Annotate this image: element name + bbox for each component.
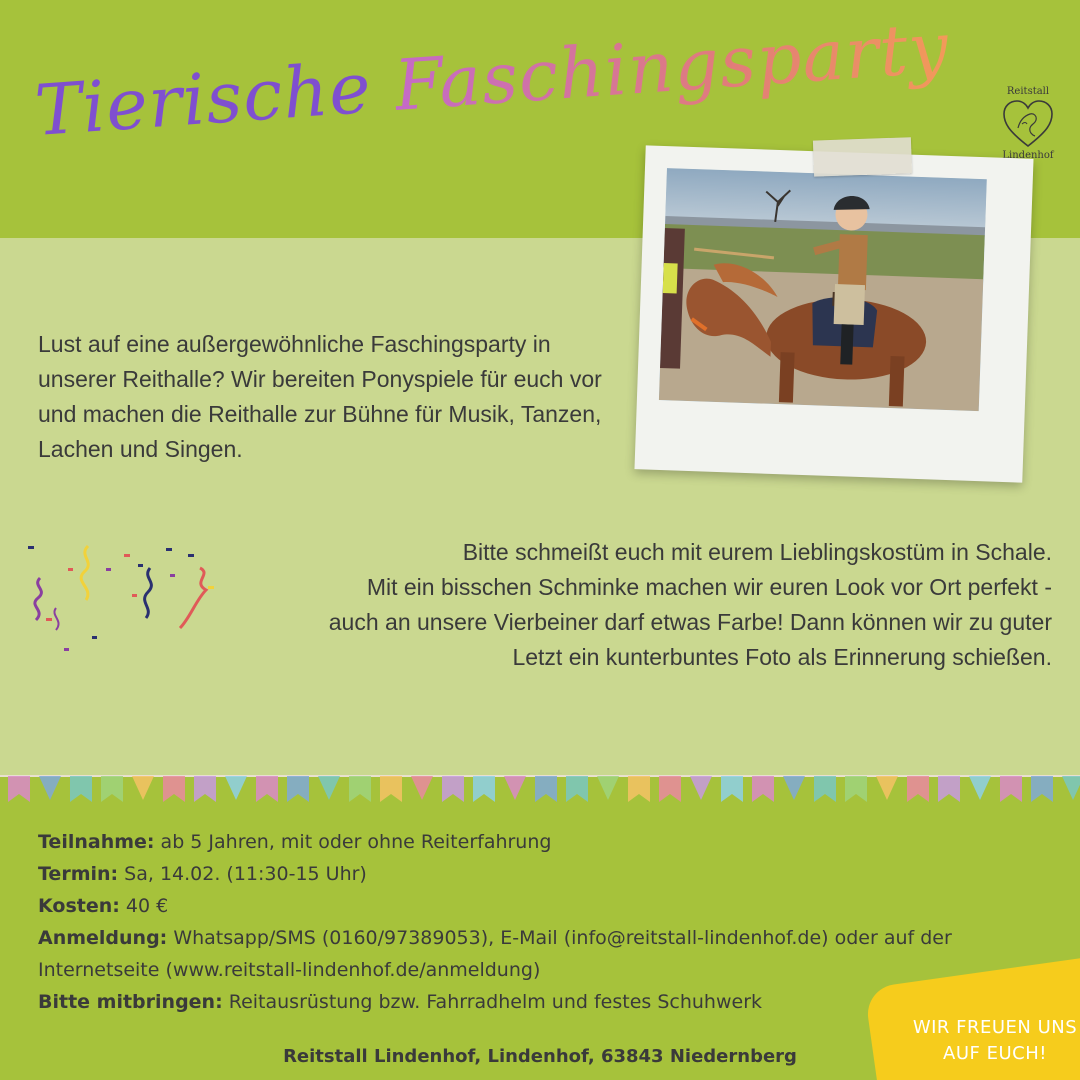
confetti-icon: [20, 538, 230, 670]
footer-address: Reitstall Lindenhof, Lindenhof, 63843 Niedernberg: [283, 1046, 797, 1067]
costume-text: [222, 535, 1052, 675]
costume-line-3: auch an unsere Vierbeiner darf etwas Farbe! Dann können wir zu guter: [328, 609, 1052, 635]
bunting-flag: [442, 776, 464, 802]
title-word-2: Faschingsparty: [391, 6, 952, 127]
bunting-flag: [535, 776, 557, 802]
detail-cost: Kosten: 40 €: [38, 895, 169, 917]
bunting-flag: [938, 776, 960, 802]
sticker-line-1: WIR FREUEN UNS: [912, 1017, 1078, 1038]
logo-top-text: Reitstall: [1006, 86, 1050, 97]
costume-line-1: Bitte schmeißt euch mit eurem Lieblingskostüm in Schale.: [462, 539, 1052, 565]
bunting-flag: [1062, 776, 1080, 800]
bunting-flag: [504, 776, 526, 800]
bunting-flag: [39, 776, 61, 800]
bunting-flag: [814, 776, 836, 802]
bunting-flag: [566, 776, 588, 802]
bunting-flag: [411, 776, 433, 800]
bunting-flag: [8, 776, 30, 802]
bunting-flag: [70, 776, 92, 802]
pony-photo: [659, 168, 987, 411]
detail-signup-web: Internetseite (www.reitstall-lindenhof.de/anmeldung): [38, 959, 541, 981]
detail-signup: Anmeldung: Whatsapp/SMS (0160/97389053), E-Mail (info@reitstall-lindenhof.de) oder auf der: [38, 927, 952, 949]
bunting-flag: [845, 776, 867, 802]
detail-date: Termin: Sa, 14.02. (11:30-15 Uhr): [38, 863, 367, 885]
bunting-flag: [752, 776, 774, 802]
costume-line-2: Mit ein bisschen Schminke machen wir euren Look vor Ort perfekt -: [366, 574, 1052, 600]
bunting-flag: [349, 776, 371, 802]
bunting-flag: [690, 776, 712, 800]
bunting-flag: [256, 776, 278, 802]
logo-bottom-text: Lindenhof: [1002, 150, 1054, 161]
tape-strip: [813, 137, 912, 176]
bunting-flag: [721, 776, 743, 802]
bunting-flag: [473, 776, 495, 802]
sticker-text: [900, 1015, 1080, 1067]
costume-line-4: Letzt ein kunterbuntes Foto als Erinnerung schießen.: [512, 644, 1052, 670]
intro-text: Lust auf eine außergewöhnliche Faschingsparty in unserer Reithalle? Wir bereiten Ponyspiele für euch vor und machen die Reithalle zur Bühne für Musik, Tanzen, Lachen und Singen.: [38, 331, 602, 462]
bunting-flag: [783, 776, 805, 800]
bunting-flag: [597, 776, 619, 800]
bunting-flag: [907, 776, 929, 802]
bunting-flag: [659, 776, 681, 802]
title-word-1: Tierische: [32, 46, 375, 152]
bunting-flag: [101, 776, 123, 802]
heart-horse-icon: [1000, 98, 1056, 150]
bunting-garland-icon: [0, 770, 1080, 810]
bunting-flag: [876, 776, 898, 800]
bunting-flag: [225, 776, 247, 800]
bunting-flag: [163, 776, 185, 802]
bunting-flag: [1031, 776, 1053, 802]
bunting-flag: [628, 776, 650, 802]
sticker-line-2: AUF EUCH!: [943, 1043, 1047, 1064]
bunting-flag: [318, 776, 340, 800]
event-details: [38, 826, 998, 1018]
bunting-flag: [194, 776, 216, 802]
bunting-flag: [287, 776, 309, 802]
photo-polaroid: [634, 145, 1033, 482]
detail-bring: Bitte mitbringen: Reitausrüstung bzw. Fahrradhelm und festes Schuhwerk: [38, 991, 763, 1013]
bunting-flag: [969, 776, 991, 800]
bunting-flag: [132, 776, 154, 800]
bunting-flag: [380, 776, 402, 802]
detail-participation: Teilnahme: ab 5 Jahren, mit oder ohne Reiterfahrung: [38, 831, 552, 853]
bunting-flag: [1000, 776, 1022, 802]
